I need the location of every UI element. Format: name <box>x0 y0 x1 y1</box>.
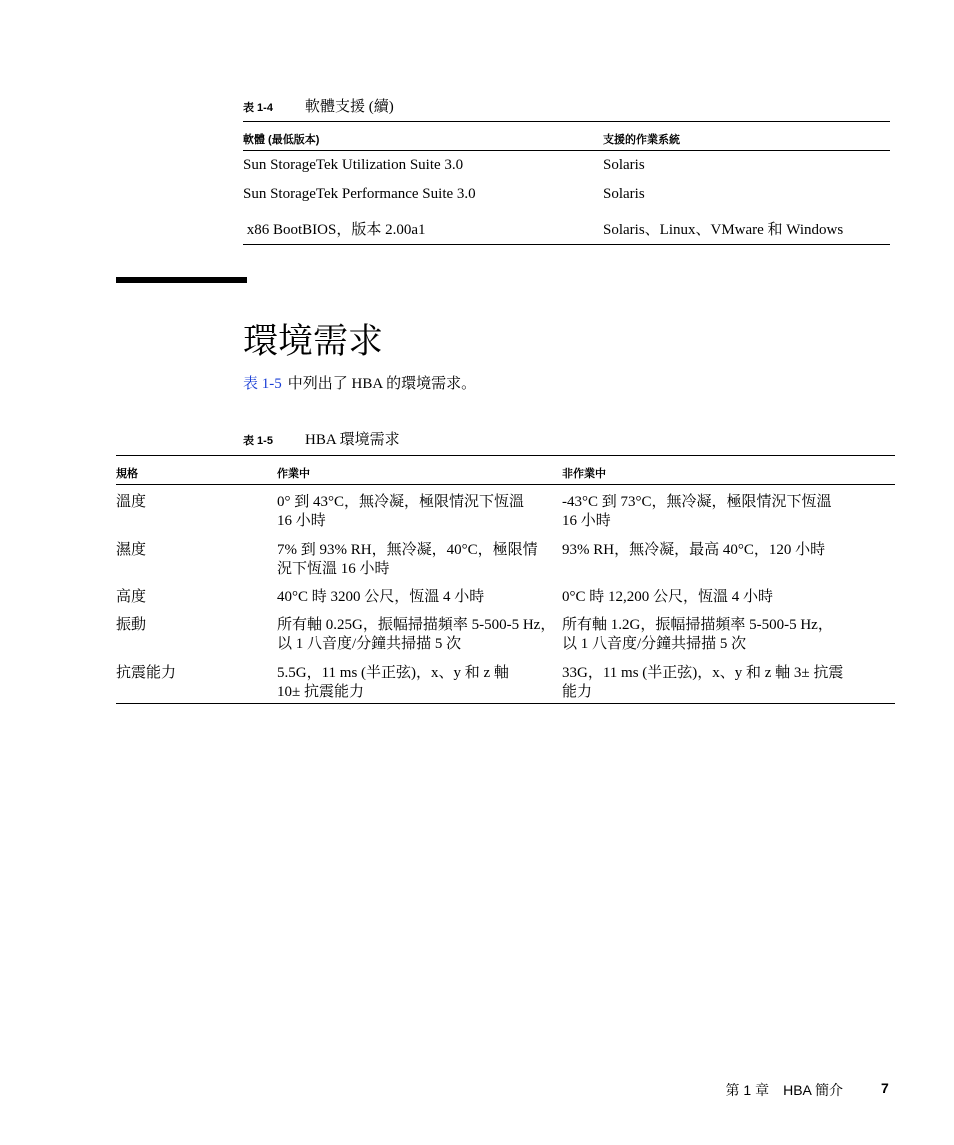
cell-line: 16 小時 <box>277 513 326 529</box>
table-title: 軟體支援 (續) <box>305 99 394 115</box>
cell-line: 40°C 時 3200 公尺，恆溫 4 小時 <box>277 589 485 605</box>
table-cell: Sun StorageTek Performance Suite 3.0 <box>243 186 476 202</box>
column-header: 支援的作業系統 <box>603 134 680 146</box>
table-caption <box>243 95 394 116</box>
table-header-row <box>116 456 895 485</box>
spec-cell: 高度 <box>116 589 147 605</box>
spec-cell: 振動 <box>116 617 147 633</box>
table-cell: Sun StorageTek Utilization Suite 3.0 <box>243 157 464 173</box>
table-row <box>116 656 895 703</box>
table-row <box>116 485 895 533</box>
cell-line: 33G，11 ms (半正弦)，x、y 和 z 軸 3± 抗震 <box>562 665 844 681</box>
table-row <box>116 580 895 608</box>
cell-line: 16 小時 <box>562 513 611 529</box>
section-rule <box>116 277 247 283</box>
cell-line: 所有軸 0.25G，振幅掃描頻率 5-500-5 Hz， <box>277 617 556 633</box>
cell-line: -43°C 到 73°C，無冷凝，極限情況下恆溫 <box>562 494 832 510</box>
spec-cell: 溫度 <box>116 494 147 510</box>
table-row <box>116 533 895 580</box>
column-header: 軟體 (最低版本) <box>243 134 320 146</box>
table-cell: Solaris <box>603 157 645 173</box>
table-number: 表 1-5 <box>243 435 273 447</box>
table-cell: x86 BootBIOS，版本 2.00a1 <box>243 222 426 238</box>
cell-line: 所有軸 1.2G，振幅掃描頻率 5-500-5 Hz， <box>562 617 833 633</box>
column-header: 作業中 <box>277 468 310 480</box>
spec-cell: 抗震能力 <box>116 665 177 681</box>
cell-line: 5.5G，11 ms (半正弦)，x、y 和 z 軸 <box>277 665 509 681</box>
table-cell: Solaris、Linux、VMware 和 Windows <box>603 222 844 238</box>
non-operating-cell <box>562 493 882 531</box>
operating-cell <box>277 493 559 531</box>
operating-cell <box>277 588 559 607</box>
table-row <box>243 151 890 180</box>
software-support-table <box>243 121 890 245</box>
table-caption <box>243 428 400 449</box>
table-title: HBA 環境需求 <box>305 432 400 448</box>
footer-chapter: 第 1 章 HBA 簡介 <box>725 1082 843 1098</box>
cell-line: 以 1 八音度/分鐘共掃描 5 次 <box>562 636 747 652</box>
table-header-row <box>243 122 890 151</box>
non-operating-cell <box>562 588 882 607</box>
column-header: 規格 <box>116 468 138 480</box>
table-row <box>243 180 890 209</box>
cell-line: 能力 <box>562 684 593 700</box>
cell-line: 0°C 時 12,200 公尺，恆溫 4 小時 <box>562 589 774 605</box>
environment-requirements-table <box>116 455 895 704</box>
page-number: 7 <box>881 1080 889 1096</box>
cell-line: 7% 到 93% RH，無冷凝，40°C，極限情 <box>277 542 538 558</box>
intro-text: 中列出了 HBA 的環境需求。 <box>287 376 477 392</box>
intro-paragraph <box>243 372 476 393</box>
cell-line: 況下恆溫 16 小時 <box>277 561 390 577</box>
operating-cell <box>277 616 559 654</box>
table-reference-link[interactable]: 表 1-5 <box>243 376 282 392</box>
table-row <box>116 608 895 656</box>
cell-line: 0° 到 43°C，無冷凝，極限情況下恆溫 <box>277 494 525 510</box>
operating-cell <box>277 541 559 579</box>
cell-line: 以 1 八音度/分鐘共掃描 5 次 <box>277 636 462 652</box>
non-operating-cell <box>562 541 882 560</box>
operating-cell <box>277 664 559 702</box>
cell-line: 10± 抗震能力 <box>277 684 364 700</box>
spec-cell: 濕度 <box>116 542 147 558</box>
table-row <box>243 209 890 244</box>
table-number: 表 1-4 <box>243 102 273 114</box>
non-operating-cell <box>562 616 882 654</box>
non-operating-cell <box>562 664 882 702</box>
cell-line: 93% RH，無冷凝，最高 40°C，120 小時 <box>562 542 826 558</box>
column-header: 非作業中 <box>562 468 606 480</box>
section-heading: 環境需求 <box>243 322 384 361</box>
table-cell: Solaris <box>603 186 645 202</box>
